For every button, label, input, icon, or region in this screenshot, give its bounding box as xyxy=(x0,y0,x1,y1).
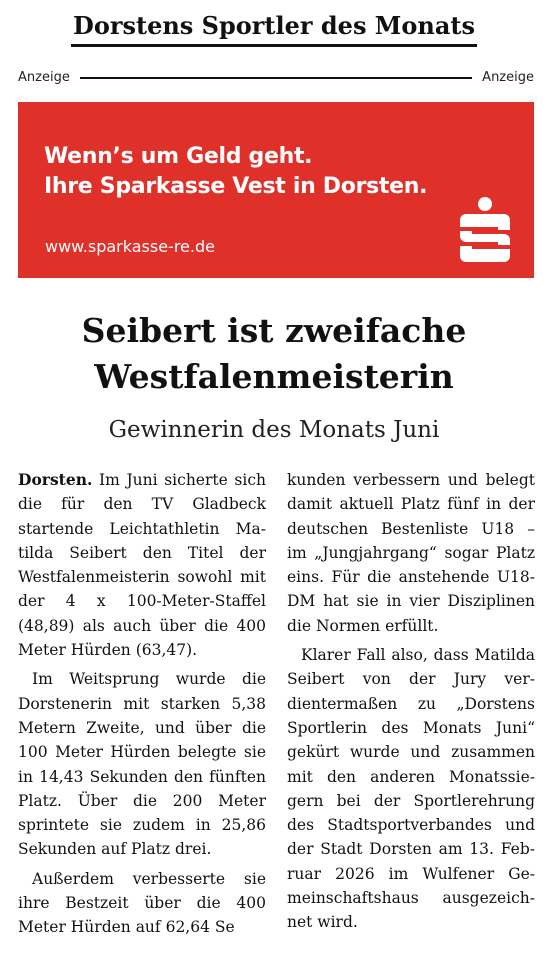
ad-headline-line2: Ihre Sparkasse Vest in Dorsten. xyxy=(44,174,428,199)
article-paragraph-2: Im Weitsprung wurde die Dorstenerin mit starken 5,38 Metern Zweite, und über die 100 Meter Hürden belegte sie in 14,43 Sekunden den fünften Platz. Über die 200 Meter sprintete sie zudem in 25,86 Sekunden auf Platz drei. xyxy=(18,670,266,859)
dateline: Dorsten. xyxy=(18,470,93,489)
article-paragraph-4: Klarer Fall also, dass Matilda Seibert von der Jury verdientermaßen zu „Dorstens Sportlerin des Monats Juni“ gekürt wurde und zusammen mit den anderen Monatssiegern bei der Sportlerehrung des Stadtsportverbandes und der Stadt Dorsten am 13. Februar 2026 im Wulfener Gemeinschaftshaus ausgezeichnet wird. xyxy=(287,646,535,932)
ad-label-right: Anzeige xyxy=(482,70,534,85)
section-title-text: Dorstens Sportler des Monats xyxy=(71,8,477,47)
ad-label-rule xyxy=(18,68,534,88)
ad-divider xyxy=(80,77,472,79)
article-paragraph-1 xyxy=(18,468,266,662)
headline-line1: Seibert ist zweifache xyxy=(81,311,467,350)
article-column-left xyxy=(18,468,266,945)
ad-url-link[interactable]: www.sparkasse-re.de xyxy=(45,237,215,256)
ad-label-left: Anzeige xyxy=(18,70,70,85)
article-subheadline: Gewinnerin des Monats Juni xyxy=(108,417,440,443)
article-paragraph-3-end: kunden verbessern und belegt damit aktuell Platz fünf in der deutschen Bestenliste U18 – im „Jungjahrgang“ sogar Platz eins. Für die anstehende U18-DM hat sie in vier Disziplinen die Normen erfüllt. xyxy=(287,471,535,635)
article-headline xyxy=(0,308,548,400)
section-title xyxy=(0,8,548,47)
ad-headline xyxy=(44,142,427,202)
sparkasse-logo-icon xyxy=(460,196,510,262)
article-paragraph-3-start: Außerdem verbesserte sie ihre Bestzeit über die 400 Meter Hürden auf 62,64 Se xyxy=(18,869,266,937)
sparkasse-ad-banner[interactable] xyxy=(18,102,534,278)
article-column-right xyxy=(287,468,535,940)
headline-line2: Westfalenmeisterin xyxy=(94,357,454,396)
ad-headline-line1: Wenn’s um Geld geht. xyxy=(44,144,313,169)
paragraph-1-text: Im Juni sicherte sich die für den TV Gladbeck startende Leichtathletin Matilda Seibert den Titel der Westfalenmeisterin sowohl mit der 4 x 100-Meter-Staffel (48,89) als auch über die 400 Meter Hürden (63,47). xyxy=(18,471,266,660)
